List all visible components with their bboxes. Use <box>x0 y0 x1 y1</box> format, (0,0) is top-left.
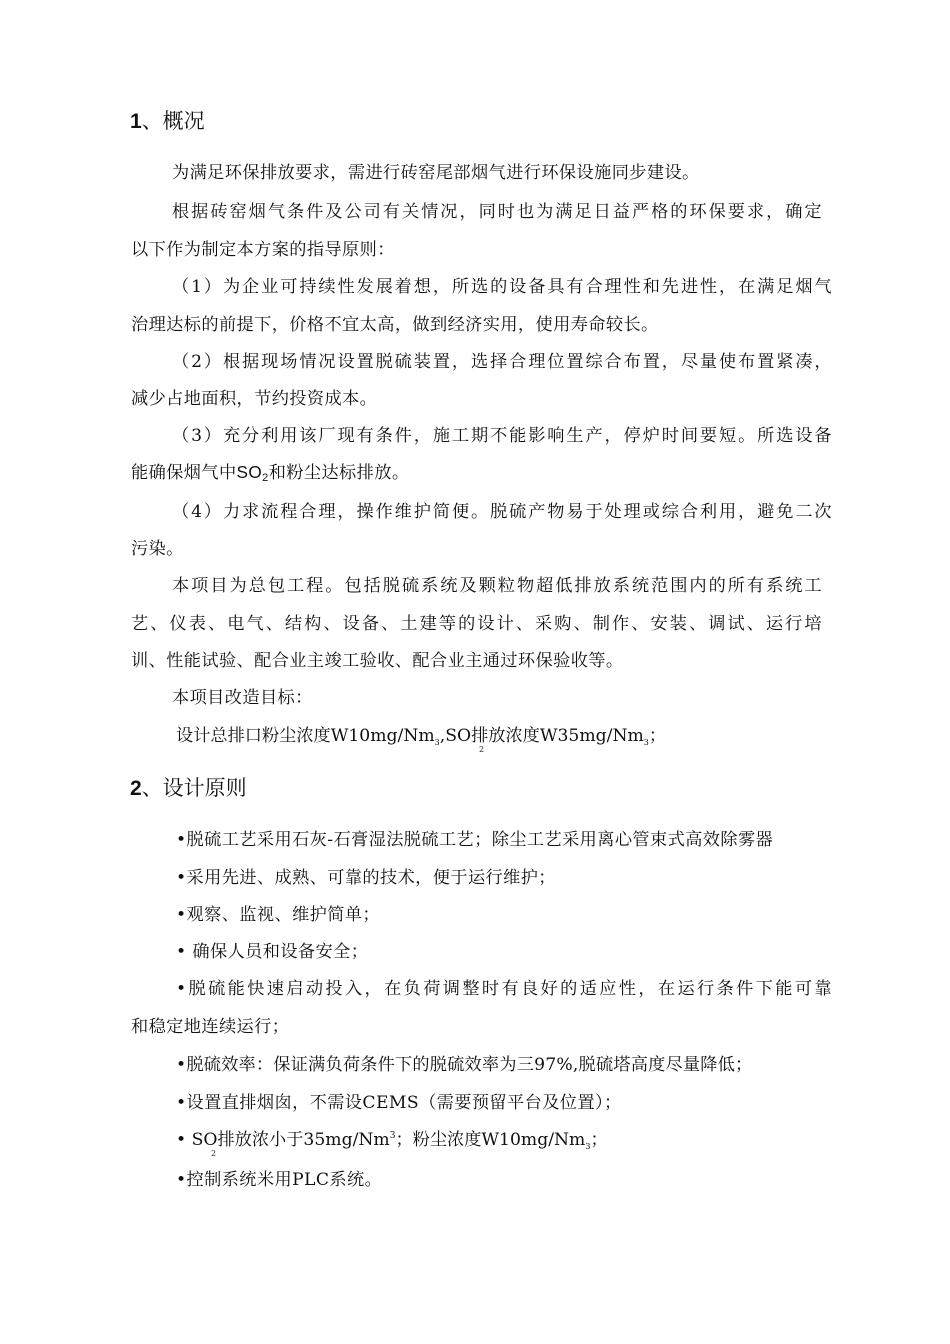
paragraph-intro: 为满足环保排放要求，需进行砖窑尾部烟气进行环保设施同步建设。 <box>172 163 700 183</box>
scope-line-3: 训、性能试验、配合业主竣工验收、配合业主通过环保验收等。 <box>131 651 624 671</box>
bullet-8-so2-subscript: 2 <box>211 1149 217 1158</box>
item-3-line-1: （3）充分利用该厂现有条件，施工期不能影响生产，停炉时间要短。所选设备 <box>172 426 832 446</box>
item-1-line-1: （1）为企业可持续性发展着想，所选的设备具有合理性和先进性，在满足烟气 <box>172 277 832 297</box>
principle-bullet-5-line-1: •脱硫能快速启动投入，在负荷调整时有良好的适应性，在运行条件下能可靠 <box>176 979 832 999</box>
principle-bullet-9: •控制系统米用PLC系统。 <box>176 1170 383 1190</box>
item-4-line-2: 污染。 <box>131 539 184 559</box>
item-2-line-1: （2）根据现场情况设置脱硫装置，选择合理位置综合布置，尽量使布置紧凑， <box>172 352 832 372</box>
item-4-line-1: （4）力求流程合理，操作维护简便。脱硫产物易于处理或综合利用，避免二次 <box>172 502 832 522</box>
target-values: 设计总排口粉尘浓度$W10mg/Nm_3,SO$排放浓度$W35mg/Nm_3$； <box>176 726 667 747</box>
target-so2-subscript: 2 <box>479 745 485 754</box>
scope-line-2: 艺、仪表、电气、结构、设备、土建等的设计、采购、制作、安装、调试、运行培 <box>131 614 822 634</box>
principle-bullet-4: • 确保人员和设备安全； <box>176 942 369 962</box>
principle-bullet-5-line-2: 和稳定地连续运行； <box>131 1017 290 1037</box>
item-3-line-2: 能确保烟气中$SO_2$和粉尘达标排放。 <box>131 462 410 484</box>
principle-bullet-1: •脱硫工艺采用石灰-石膏湿法脱硫工艺；除尘工艺采用离心管束式高效除雾器 <box>176 830 774 850</box>
section-2-heading: 2、设计原则 <box>130 776 247 800</box>
principle-bullet-8: • SO排放浓小于35mg/Nm$^3$；粉尘浓度$W10mg/Nm_3$； <box>176 1130 608 1151</box>
target-heading: 本项目改造目标： <box>172 688 313 708</box>
section-1-heading: 1、概况 <box>130 109 205 133</box>
principle-bullet-7: •设置直排烟囱，不需设CEMS（需要预留平台及位置）； <box>176 1093 622 1113</box>
scope-line-1: 本项目为总包工程。包括脱硫系统及颗粒物超低排放系统范围内的所有系统工 <box>172 576 822 596</box>
principle-bullet-6: •脱硫效率：保证满负荷条件下的脱硫效率为三97%,脱硫塔高度尽量降低； <box>176 1055 753 1075</box>
principle-bullet-2: •采用先进、成熟、可靠的技术，便于运行维护； <box>176 868 556 888</box>
item-2-line-2: 减少占地面积，节约投资成本。 <box>131 389 378 409</box>
paragraph-principle-line-2: 以下作为制定本方案的指导原则： <box>131 240 395 260</box>
paragraph-principle-line-1: 根据砖窑烟气条件及公司有关情况，同时也为满足日益严格的环保要求，确定 <box>172 202 822 222</box>
item-1-line-2: 治理达标的前提下，价格不宜太高，做到经济实用，使用寿命较长。 <box>131 315 659 335</box>
principle-bullet-3: •观察、监视、维护简单； <box>176 905 381 925</box>
